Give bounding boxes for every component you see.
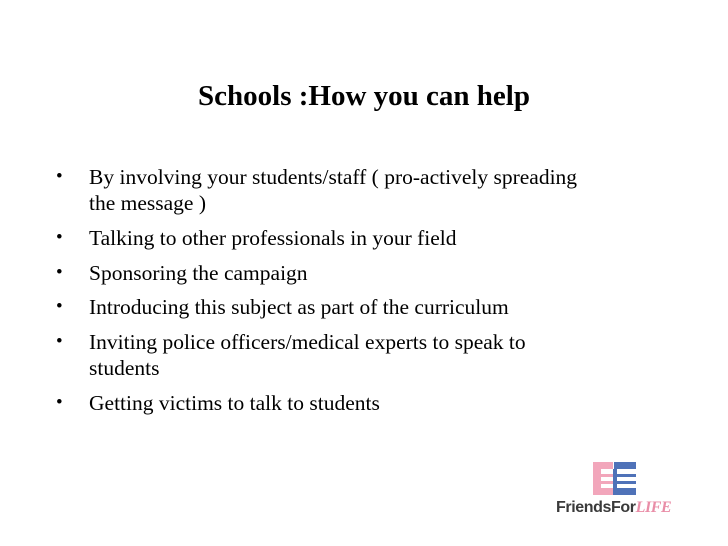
bullet-line: Sponsoring the campaign	[89, 260, 308, 285]
bullet-line: Talking to other professionals in your field	[89, 226, 457, 250]
logo-white-bar-top	[601, 469, 636, 474]
bullet-marker: •	[56, 296, 63, 317]
bullet-marker: •	[56, 391, 63, 413]
bullet-marker: •	[56, 166, 63, 187]
bullet-line: students	[89, 355, 160, 380]
friendsforlife-logo	[555, 462, 675, 522]
bullet-marker: •	[56, 261, 63, 283]
bullet-item	[56, 390, 656, 416]
bullet-item	[56, 225, 656, 251]
bullet-line: Introducing this subject as part of the curriculum	[89, 295, 509, 319]
logo-text-primary: FriendsFor	[556, 499, 636, 516]
bullet-line: By involving your students/staff ( pro-actively spreading	[89, 165, 578, 189]
bullet-marker: •	[56, 227, 63, 248]
logo-text-accent: LIFE	[635, 499, 672, 516]
bullet-list	[56, 164, 656, 424]
friendsforlife-logo-mark	[593, 462, 636, 495]
bullet-line: Getting victims to talk to students	[89, 390, 380, 415]
bullet-item	[56, 294, 656, 320]
friendsforlife-logo-text	[556, 498, 671, 518]
bullet-item	[56, 329, 656, 381]
bullet-line: Inviting police officers/medical experts to speak to	[89, 329, 526, 354]
bullet-marker: •	[56, 330, 63, 352]
logo-white-bar-middle	[601, 477, 636, 481]
bullet-item	[56, 260, 656, 286]
bullet-item	[56, 164, 656, 216]
slide-title: Schools :How you can help	[198, 80, 530, 112]
logo-white-bar-bottom	[601, 484, 636, 488]
bullet-line: the message )	[89, 191, 207, 215]
logo-stem	[613, 469, 617, 495]
